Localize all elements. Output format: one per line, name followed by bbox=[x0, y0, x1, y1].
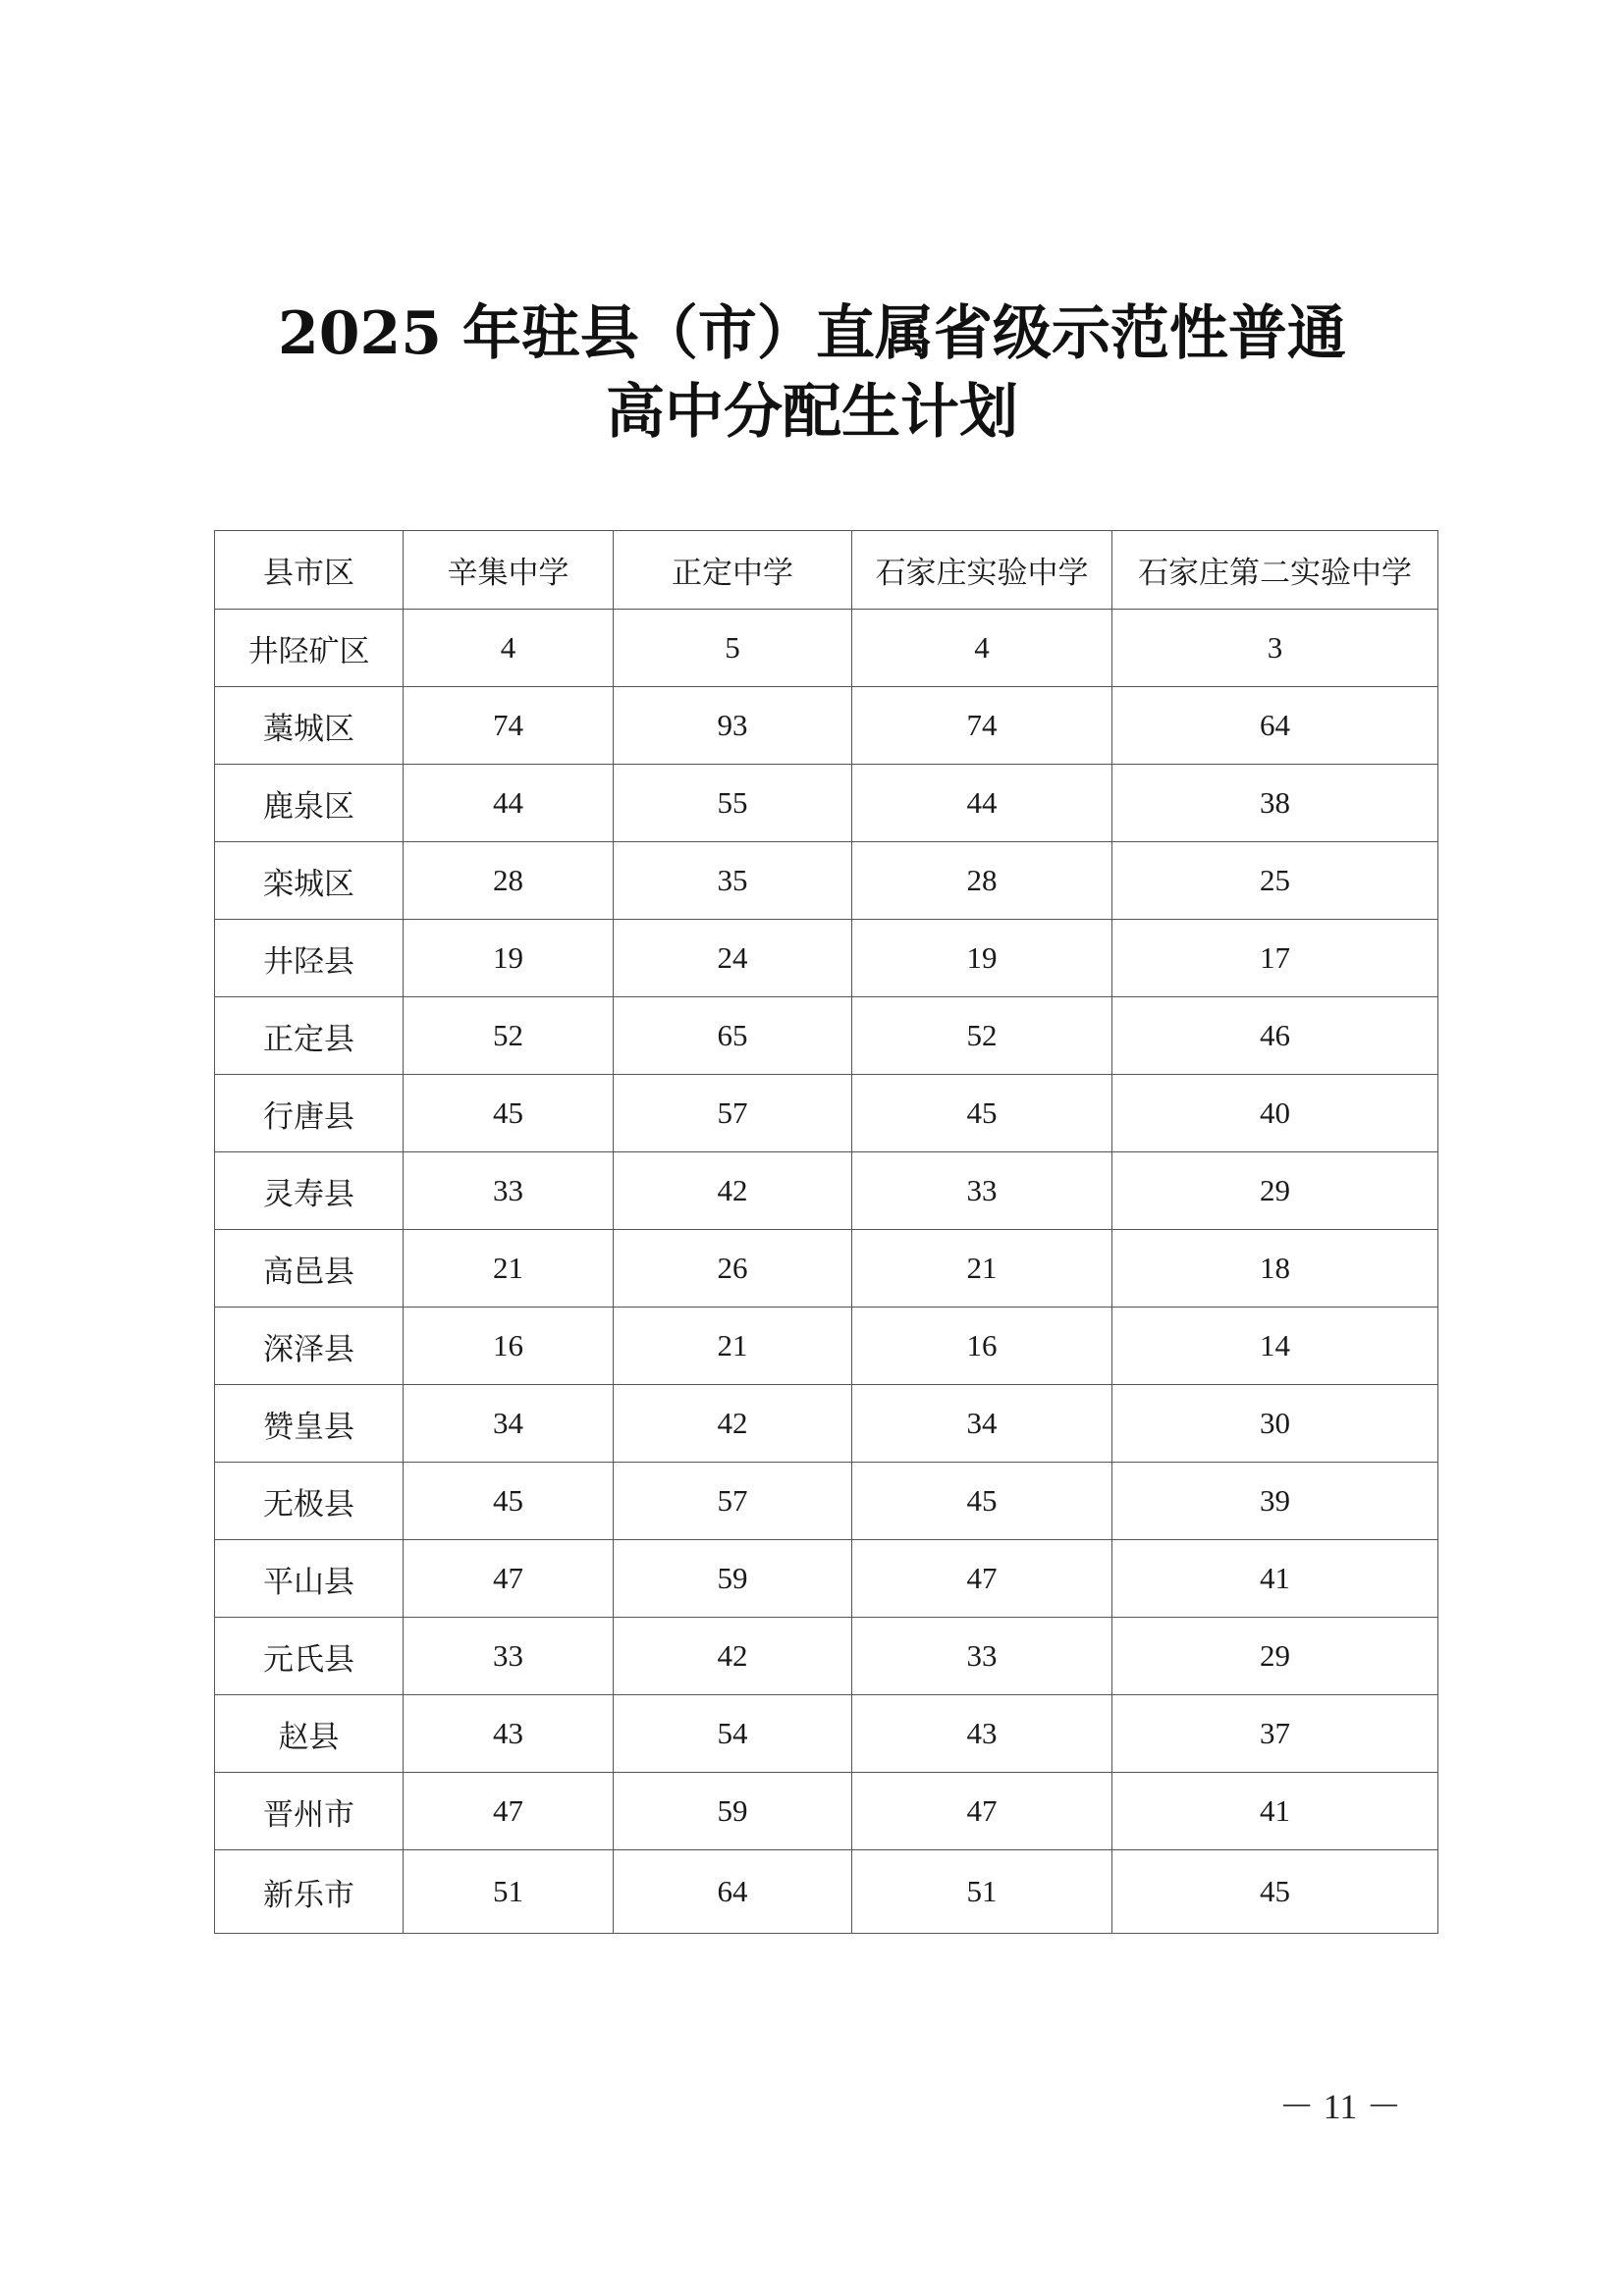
xinji-count: 33 bbox=[404, 1618, 614, 1695]
table-row bbox=[215, 687, 1438, 765]
table-row bbox=[215, 1385, 1438, 1463]
sjz-second-experimental-count: 30 bbox=[1112, 1385, 1438, 1463]
xinji-count: 47 bbox=[404, 1773, 614, 1850]
zhengding-count: 64 bbox=[614, 1850, 852, 1934]
table-row bbox=[215, 842, 1438, 920]
district-name: 鹿泉区 bbox=[215, 765, 404, 842]
xinji-count: 45 bbox=[404, 1463, 614, 1540]
sjz-experimental-count: 45 bbox=[852, 1075, 1112, 1152]
header-zhengding: 正定中学 bbox=[614, 531, 852, 610]
sjz-second-experimental-count: 18 bbox=[1112, 1230, 1438, 1308]
sjz-second-experimental-count: 14 bbox=[1112, 1308, 1438, 1385]
table-row bbox=[215, 765, 1438, 842]
zhengding-count: 65 bbox=[614, 997, 852, 1075]
district-name: 深泽县 bbox=[215, 1308, 404, 1385]
zhengding-count: 42 bbox=[614, 1385, 852, 1463]
sjz-second-experimental-count: 29 bbox=[1112, 1618, 1438, 1695]
zhengding-count: 24 bbox=[614, 920, 852, 997]
zhengding-count: 59 bbox=[614, 1773, 852, 1850]
sjz-second-experimental-count: 25 bbox=[1112, 842, 1438, 920]
zhengding-count: 57 bbox=[614, 1075, 852, 1152]
sjz-second-experimental-count: 45 bbox=[1112, 1850, 1438, 1934]
sjz-second-experimental-count: 37 bbox=[1112, 1695, 1438, 1773]
zhengding-count: 5 bbox=[614, 610, 852, 687]
zhengding-count: 54 bbox=[614, 1695, 852, 1773]
district-name: 栾城区 bbox=[215, 842, 404, 920]
district-name: 晋州市 bbox=[215, 1773, 404, 1850]
xinji-count: 16 bbox=[404, 1308, 614, 1385]
document-title bbox=[0, 294, 1624, 452]
zhengding-count: 26 bbox=[614, 1230, 852, 1308]
table-row bbox=[215, 1463, 1438, 1540]
sjz-experimental-count: 21 bbox=[852, 1230, 1112, 1308]
sjz-experimental-count: 47 bbox=[852, 1540, 1112, 1618]
header-district: 县市区 bbox=[215, 531, 404, 610]
xinji-count: 33 bbox=[404, 1152, 614, 1230]
sjz-experimental-count: 44 bbox=[852, 765, 1112, 842]
table-row bbox=[215, 997, 1438, 1075]
xinji-count: 43 bbox=[404, 1695, 614, 1773]
sjz-second-experimental-count: 46 bbox=[1112, 997, 1438, 1075]
sjz-experimental-count: 33 bbox=[852, 1618, 1112, 1695]
xinji-count: 74 bbox=[404, 687, 614, 765]
district-name: 井陉县 bbox=[215, 920, 404, 997]
zhengding-count: 21 bbox=[614, 1308, 852, 1385]
xinji-count: 19 bbox=[404, 920, 614, 997]
header-sjz-second-experimental: 石家庄第二实验中学 bbox=[1112, 531, 1438, 610]
district-name: 元氏县 bbox=[215, 1618, 404, 1695]
sjz-experimental-count: 43 bbox=[852, 1695, 1112, 1773]
sjz-experimental-count: 74 bbox=[852, 687, 1112, 765]
sjz-second-experimental-count: 39 bbox=[1112, 1463, 1438, 1540]
title-line-2: 高中分配生计划 bbox=[606, 378, 1018, 447]
district-name: 井陉矿区 bbox=[215, 610, 404, 687]
xinji-count: 44 bbox=[404, 765, 614, 842]
page-number: － 11 － bbox=[1278, 2087, 1402, 2126]
sjz-second-experimental-count: 64 bbox=[1112, 687, 1438, 765]
zhengding-count: 59 bbox=[614, 1540, 852, 1618]
table-row bbox=[215, 1152, 1438, 1230]
district-name: 赵县 bbox=[215, 1695, 404, 1773]
district-name: 赞皇县 bbox=[215, 1385, 404, 1463]
xinji-count: 28 bbox=[404, 842, 614, 920]
table-row bbox=[215, 1773, 1438, 1850]
sjz-second-experimental-count: 41 bbox=[1112, 1773, 1438, 1850]
table-row bbox=[215, 1618, 1438, 1695]
allocation-table bbox=[214, 530, 1438, 1934]
sjz-second-experimental-count: 17 bbox=[1112, 920, 1438, 997]
sjz-experimental-count: 47 bbox=[852, 1773, 1112, 1850]
table-row bbox=[215, 610, 1438, 687]
table-row bbox=[215, 1695, 1438, 1773]
sjz-experimental-count: 28 bbox=[852, 842, 1112, 920]
table-body bbox=[215, 610, 1438, 1934]
title-line-1: 2025 年驻县（市）直属省级示范性普通 bbox=[278, 299, 1346, 368]
sjz-second-experimental-count: 40 bbox=[1112, 1075, 1438, 1152]
sjz-experimental-count: 19 bbox=[852, 920, 1112, 997]
header-sjz-experimental: 石家庄实验中学 bbox=[852, 531, 1112, 610]
table-row bbox=[215, 1230, 1438, 1308]
sjz-second-experimental-count: 41 bbox=[1112, 1540, 1438, 1618]
table-row bbox=[215, 920, 1438, 997]
district-name: 藁城区 bbox=[215, 687, 404, 765]
sjz-experimental-count: 34 bbox=[852, 1385, 1112, 1463]
zhengding-count: 57 bbox=[614, 1463, 852, 1540]
table-row bbox=[215, 1850, 1438, 1934]
district-name: 无极县 bbox=[215, 1463, 404, 1540]
sjz-experimental-count: 52 bbox=[852, 997, 1112, 1075]
xinji-count: 21 bbox=[404, 1230, 614, 1308]
sjz-experimental-count: 33 bbox=[852, 1152, 1112, 1230]
sjz-second-experimental-count: 29 bbox=[1112, 1152, 1438, 1230]
district-name: 行唐县 bbox=[215, 1075, 404, 1152]
zhengding-count: 42 bbox=[614, 1618, 852, 1695]
district-name: 平山县 bbox=[215, 1540, 404, 1618]
sjz-second-experimental-count: 3 bbox=[1112, 610, 1438, 687]
district-name: 新乐市 bbox=[215, 1850, 404, 1934]
zhengding-count: 93 bbox=[614, 687, 852, 765]
sjz-experimental-count: 51 bbox=[852, 1850, 1112, 1934]
sjz-experimental-count: 16 bbox=[852, 1308, 1112, 1385]
sjz-experimental-count: 4 bbox=[852, 610, 1112, 687]
header-xinji: 辛集中学 bbox=[404, 531, 614, 610]
district-name: 高邑县 bbox=[215, 1230, 404, 1308]
xinji-count: 34 bbox=[404, 1385, 614, 1463]
sjz-second-experimental-count: 38 bbox=[1112, 765, 1438, 842]
district-name: 灵寿县 bbox=[215, 1152, 404, 1230]
zhengding-count: 42 bbox=[614, 1152, 852, 1230]
xinji-count: 45 bbox=[404, 1075, 614, 1152]
table-header-row bbox=[215, 531, 1438, 610]
table-row bbox=[215, 1308, 1438, 1385]
table-row bbox=[215, 1075, 1438, 1152]
table-row bbox=[215, 1540, 1438, 1618]
xinji-count: 51 bbox=[404, 1850, 614, 1934]
zhengding-count: 55 bbox=[614, 765, 852, 842]
district-name: 正定县 bbox=[215, 997, 404, 1075]
xinji-count: 52 bbox=[404, 997, 614, 1075]
xinji-count: 47 bbox=[404, 1540, 614, 1618]
sjz-experimental-count: 45 bbox=[852, 1463, 1112, 1540]
zhengding-count: 35 bbox=[614, 842, 852, 920]
xinji-count: 4 bbox=[404, 610, 614, 687]
